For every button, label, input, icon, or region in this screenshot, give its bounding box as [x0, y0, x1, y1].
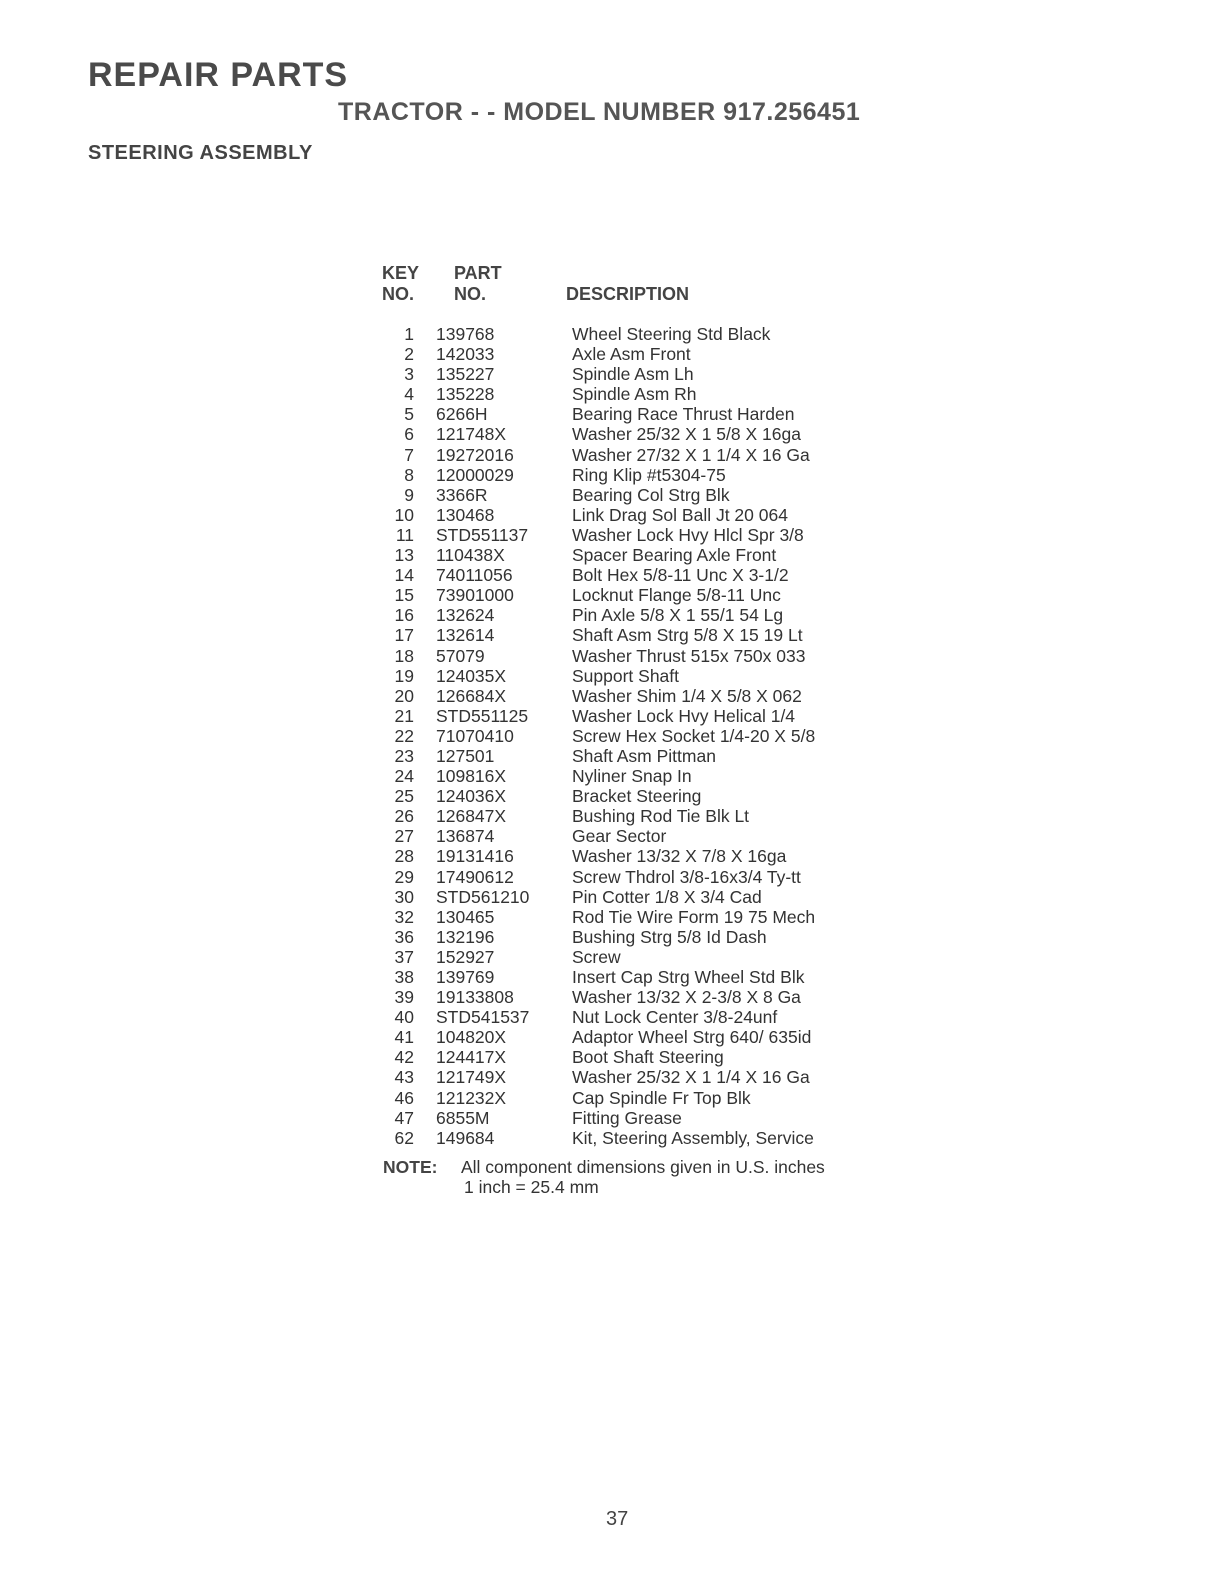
- page-title: REPAIR PARTS: [88, 56, 349, 94]
- part-row: [380, 1047, 880, 1067]
- part-number: 130468: [436, 504, 495, 525]
- part-number: 19131416: [436, 846, 514, 867]
- part-row: [380, 1007, 880, 1027]
- part-number: 127501: [436, 745, 495, 766]
- part-description: Bolt Hex 5/8-11 Unc X 3-1/2: [572, 565, 789, 586]
- part-number: 135227: [436, 364, 495, 385]
- part-row: [380, 927, 880, 947]
- part-row: [380, 344, 880, 364]
- key-number: 43: [394, 1067, 414, 1088]
- part-number: 73901000: [436, 585, 514, 606]
- section-heading: STEERING ASSEMBLY: [88, 142, 313, 164]
- part-row: [380, 364, 880, 384]
- note-line-2: 1 inch = 25.4 mm: [464, 1177, 599, 1197]
- key-number: 38: [394, 967, 414, 987]
- part-number: 126684X: [436, 685, 507, 706]
- part-description: Spacer Bearing Axle Front: [572, 545, 777, 566]
- key-number: 42: [394, 1047, 414, 1068]
- part-row: [380, 1108, 880, 1128]
- part-description: Axle Asm Front: [572, 344, 691, 365]
- key-number: 24: [394, 766, 414, 787]
- part-description: Gear Sector: [572, 826, 667, 847]
- part-number: 19272016: [436, 444, 514, 465]
- part-number: 124036X: [436, 786, 507, 807]
- part-description: Washer 13/32 X 2-3/8 X 8 Ga: [572, 987, 801, 1008]
- part-row: [380, 746, 880, 766]
- part-number: 121232X: [436, 1087, 507, 1108]
- part-row: [380, 324, 880, 344]
- key-number: 8: [404, 464, 414, 485]
- part-description: Spindle Asm Lh: [572, 364, 694, 385]
- key-number: 17: [394, 625, 414, 646]
- part-number: 6855M: [436, 1107, 490, 1128]
- part-number: STD541537: [436, 1007, 530, 1028]
- key-number: 30: [394, 886, 414, 907]
- part-description: Washer 25/32 X 1 5/8 X 16ga: [572, 424, 801, 445]
- key-number: 62: [394, 1127, 414, 1148]
- part-description: Washer 13/32 X 7/8 X 16ga: [572, 846, 787, 867]
- key-number: 27: [394, 826, 414, 847]
- key-number: 46: [394, 1087, 414, 1108]
- key-number: 26: [394, 806, 414, 827]
- part-description: Shaft Asm Strg 5/8 X 15 19 Lt: [572, 625, 803, 646]
- part-number: 130465: [436, 906, 495, 927]
- key-number: 21: [394, 705, 414, 726]
- column-header-part-line1: PART: [454, 263, 502, 283]
- part-row: [380, 565, 880, 585]
- part-description: Pin Axle 5/8 X 1 55/1 54 Lg: [572, 605, 784, 626]
- key-number: 6: [404, 424, 414, 445]
- part-description: Screw: [572, 946, 621, 967]
- key-number: 37: [394, 946, 414, 967]
- part-number: 3366R: [436, 484, 488, 505]
- part-number: 12000029: [436, 464, 514, 485]
- part-row: [380, 605, 880, 625]
- part-description: Screw Hex Socket 1/4-20 X 5/8: [572, 725, 816, 746]
- part-row: [380, 384, 880, 404]
- key-number: 22: [394, 725, 414, 746]
- part-row: [380, 1027, 880, 1047]
- key-number: 28: [394, 846, 414, 867]
- part-number: 74011056: [436, 565, 513, 586]
- key-number: 3: [404, 364, 414, 385]
- part-description: Kit, Steering Assembly, Service: [572, 1127, 814, 1148]
- part-description: Washer Lock Hvy Hlcl Spr 3/8: [572, 524, 804, 545]
- part-number: 135228: [436, 384, 495, 405]
- part-description: Screw Thdrol 3/8-16x3/4 Ty-tt: [572, 866, 801, 887]
- key-number: 2: [404, 344, 414, 365]
- part-description: Locknut Flange 5/8-11 Unc: [572, 585, 781, 606]
- part-row: [380, 826, 880, 846]
- part-description: Link Drag Sol Ball Jt 20 064: [572, 504, 788, 525]
- part-number: 57079: [436, 645, 485, 666]
- key-number: 9: [404, 484, 414, 505]
- part-row: [380, 1067, 880, 1087]
- part-description: Pin Cotter 1/8 X 3/4 Cad: [572, 886, 762, 907]
- part-row: [380, 887, 880, 907]
- part-row: [380, 806, 880, 826]
- column-header-description: DESCRIPTION: [566, 284, 690, 304]
- key-number: 13: [394, 545, 414, 566]
- part-description: Boot Shaft Steering: [572, 1047, 724, 1068]
- part-number: 124417X: [436, 1047, 507, 1068]
- part-number: 132196: [436, 926, 495, 947]
- part-number: 124035X: [436, 665, 507, 686]
- part-row: [380, 867, 880, 887]
- column-header-key-no: [382, 263, 419, 305]
- part-row: [380, 846, 880, 866]
- key-number: 18: [394, 645, 414, 666]
- key-number: 19: [394, 665, 414, 686]
- key-number: 39: [394, 987, 414, 1008]
- key-number: 41: [394, 1027, 414, 1048]
- part-number: 136874: [436, 826, 495, 847]
- part-number: STD561210: [436, 886, 530, 907]
- part-number: 152927: [436, 946, 495, 967]
- column-header-key-line1: KEY: [382, 263, 420, 283]
- part-description: Washer Thrust 515x 750x 033: [572, 645, 806, 666]
- part-number: 104820X: [436, 1027, 507, 1048]
- part-description: Washer 27/32 X 1 1/4 X 16 Ga: [572, 444, 810, 465]
- part-description: Washer Lock Hvy Helical 1/4: [572, 705, 796, 726]
- part-number: 132624: [436, 605, 495, 626]
- part-row: [380, 485, 880, 505]
- part-description: Bearing Col Strg Blk: [572, 484, 730, 505]
- part-row: [380, 625, 880, 645]
- part-row: [380, 706, 880, 726]
- part-description: Washer Shim 1/4 X 5/8 X 062: [572, 685, 802, 706]
- column-header-key-line2: NO.: [382, 284, 415, 304]
- key-number: 5: [404, 404, 414, 425]
- key-number: 36: [394, 926, 414, 947]
- key-number: 47: [394, 1107, 414, 1128]
- part-number: 139768: [436, 324, 495, 344]
- part-row: [380, 445, 880, 465]
- key-number: 4: [404, 384, 414, 405]
- key-number: 29: [394, 866, 414, 887]
- column-header-part-no: [454, 263, 502, 305]
- note-line-1: All component dimensions given in U.S. inches: [461, 1157, 825, 1177]
- key-number: 23: [394, 745, 414, 766]
- part-description: Support Shaft: [572, 665, 680, 686]
- part-description: Bearing Race Thrust Harden: [572, 404, 795, 425]
- key-number: 20: [394, 685, 414, 706]
- part-description: Cap Spindle Fr Top Blk: [572, 1087, 751, 1108]
- part-row: [380, 545, 880, 565]
- part-description: Washer 25/32 X 1 1/4 X 16 Ga: [572, 1067, 810, 1088]
- part-number: 132614: [436, 625, 495, 646]
- part-description: Bracket Steering: [572, 786, 702, 807]
- part-number: 6266H: [436, 404, 488, 425]
- part-row: [380, 987, 880, 1007]
- part-number: 19133808: [436, 987, 514, 1008]
- part-number: 126847X: [436, 806, 507, 827]
- part-row: [380, 505, 880, 525]
- page-number: 37: [606, 1508, 629, 1530]
- key-number: 16: [394, 605, 414, 626]
- part-row: [380, 465, 880, 485]
- part-row: [380, 1128, 880, 1148]
- part-description: Nut Lock Center 3/8-24unf: [572, 1007, 778, 1028]
- part-row: [380, 726, 880, 746]
- part-number: 139769: [436, 967, 495, 987]
- part-row: [380, 585, 880, 605]
- part-number: 121749X: [436, 1067, 507, 1088]
- part-row: [380, 967, 880, 987]
- part-row: [380, 686, 880, 706]
- part-description: Shaft Asm Pittman: [572, 745, 716, 766]
- part-row: [380, 907, 880, 927]
- part-row: [380, 786, 880, 806]
- part-description: Rod Tie Wire Form 19 75 Mech: [572, 906, 816, 927]
- part-row: [380, 646, 880, 666]
- part-description: Bushing Rod Tie Blk Lt: [572, 806, 750, 827]
- note-label: NOTE:: [383, 1157, 438, 1177]
- part-description: Nyliner Snap In: [572, 766, 692, 787]
- part-number: STD551125: [436, 705, 529, 726]
- parts-list: [380, 324, 880, 1148]
- part-number: STD551137: [436, 524, 529, 545]
- part-row: [380, 525, 880, 545]
- part-description: Ring Klip #t5304-75: [572, 464, 726, 485]
- column-header-part-line2: NO.: [454, 284, 487, 304]
- part-description: Adaptor Wheel Strg 640/ 635id: [572, 1027, 812, 1048]
- key-number: 32: [394, 906, 414, 927]
- part-row: [380, 1088, 880, 1108]
- key-number: 7: [404, 444, 414, 465]
- key-number: 40: [394, 1007, 414, 1028]
- part-description: Insert Cap Strg Wheel Std Blk: [572, 967, 805, 987]
- part-description: Wheel Steering Std Black: [572, 324, 771, 344]
- part-row: [380, 666, 880, 686]
- key-number: 15: [394, 585, 414, 606]
- part-description: Fitting Grease: [572, 1107, 682, 1128]
- part-row: [380, 404, 880, 424]
- key-number: 11: [395, 524, 414, 545]
- part-number: 149684: [436, 1127, 495, 1148]
- part-number: 110438X: [436, 545, 505, 566]
- key-number: 14: [394, 565, 414, 586]
- part-number: 142033: [436, 344, 495, 365]
- part-number: 121748X: [436, 424, 507, 445]
- key-number: 1: [404, 324, 414, 344]
- dimension-note: [383, 1157, 825, 1197]
- key-number: 10: [394, 504, 414, 525]
- part-row: [380, 947, 880, 967]
- model-number-heading: TRACTOR - - MODEL NUMBER 917.256451: [338, 98, 861, 126]
- part-number: 71070410: [436, 725, 514, 746]
- part-number: 17490612: [436, 866, 514, 887]
- part-description: Spindle Asm Rh: [572, 384, 697, 405]
- part-number: 109816X: [436, 766, 507, 787]
- key-number: 25: [394, 786, 414, 807]
- part-row: [380, 424, 880, 444]
- part-description: Bushing Strg 5/8 Id Dash: [572, 926, 767, 947]
- part-row: [380, 766, 880, 786]
